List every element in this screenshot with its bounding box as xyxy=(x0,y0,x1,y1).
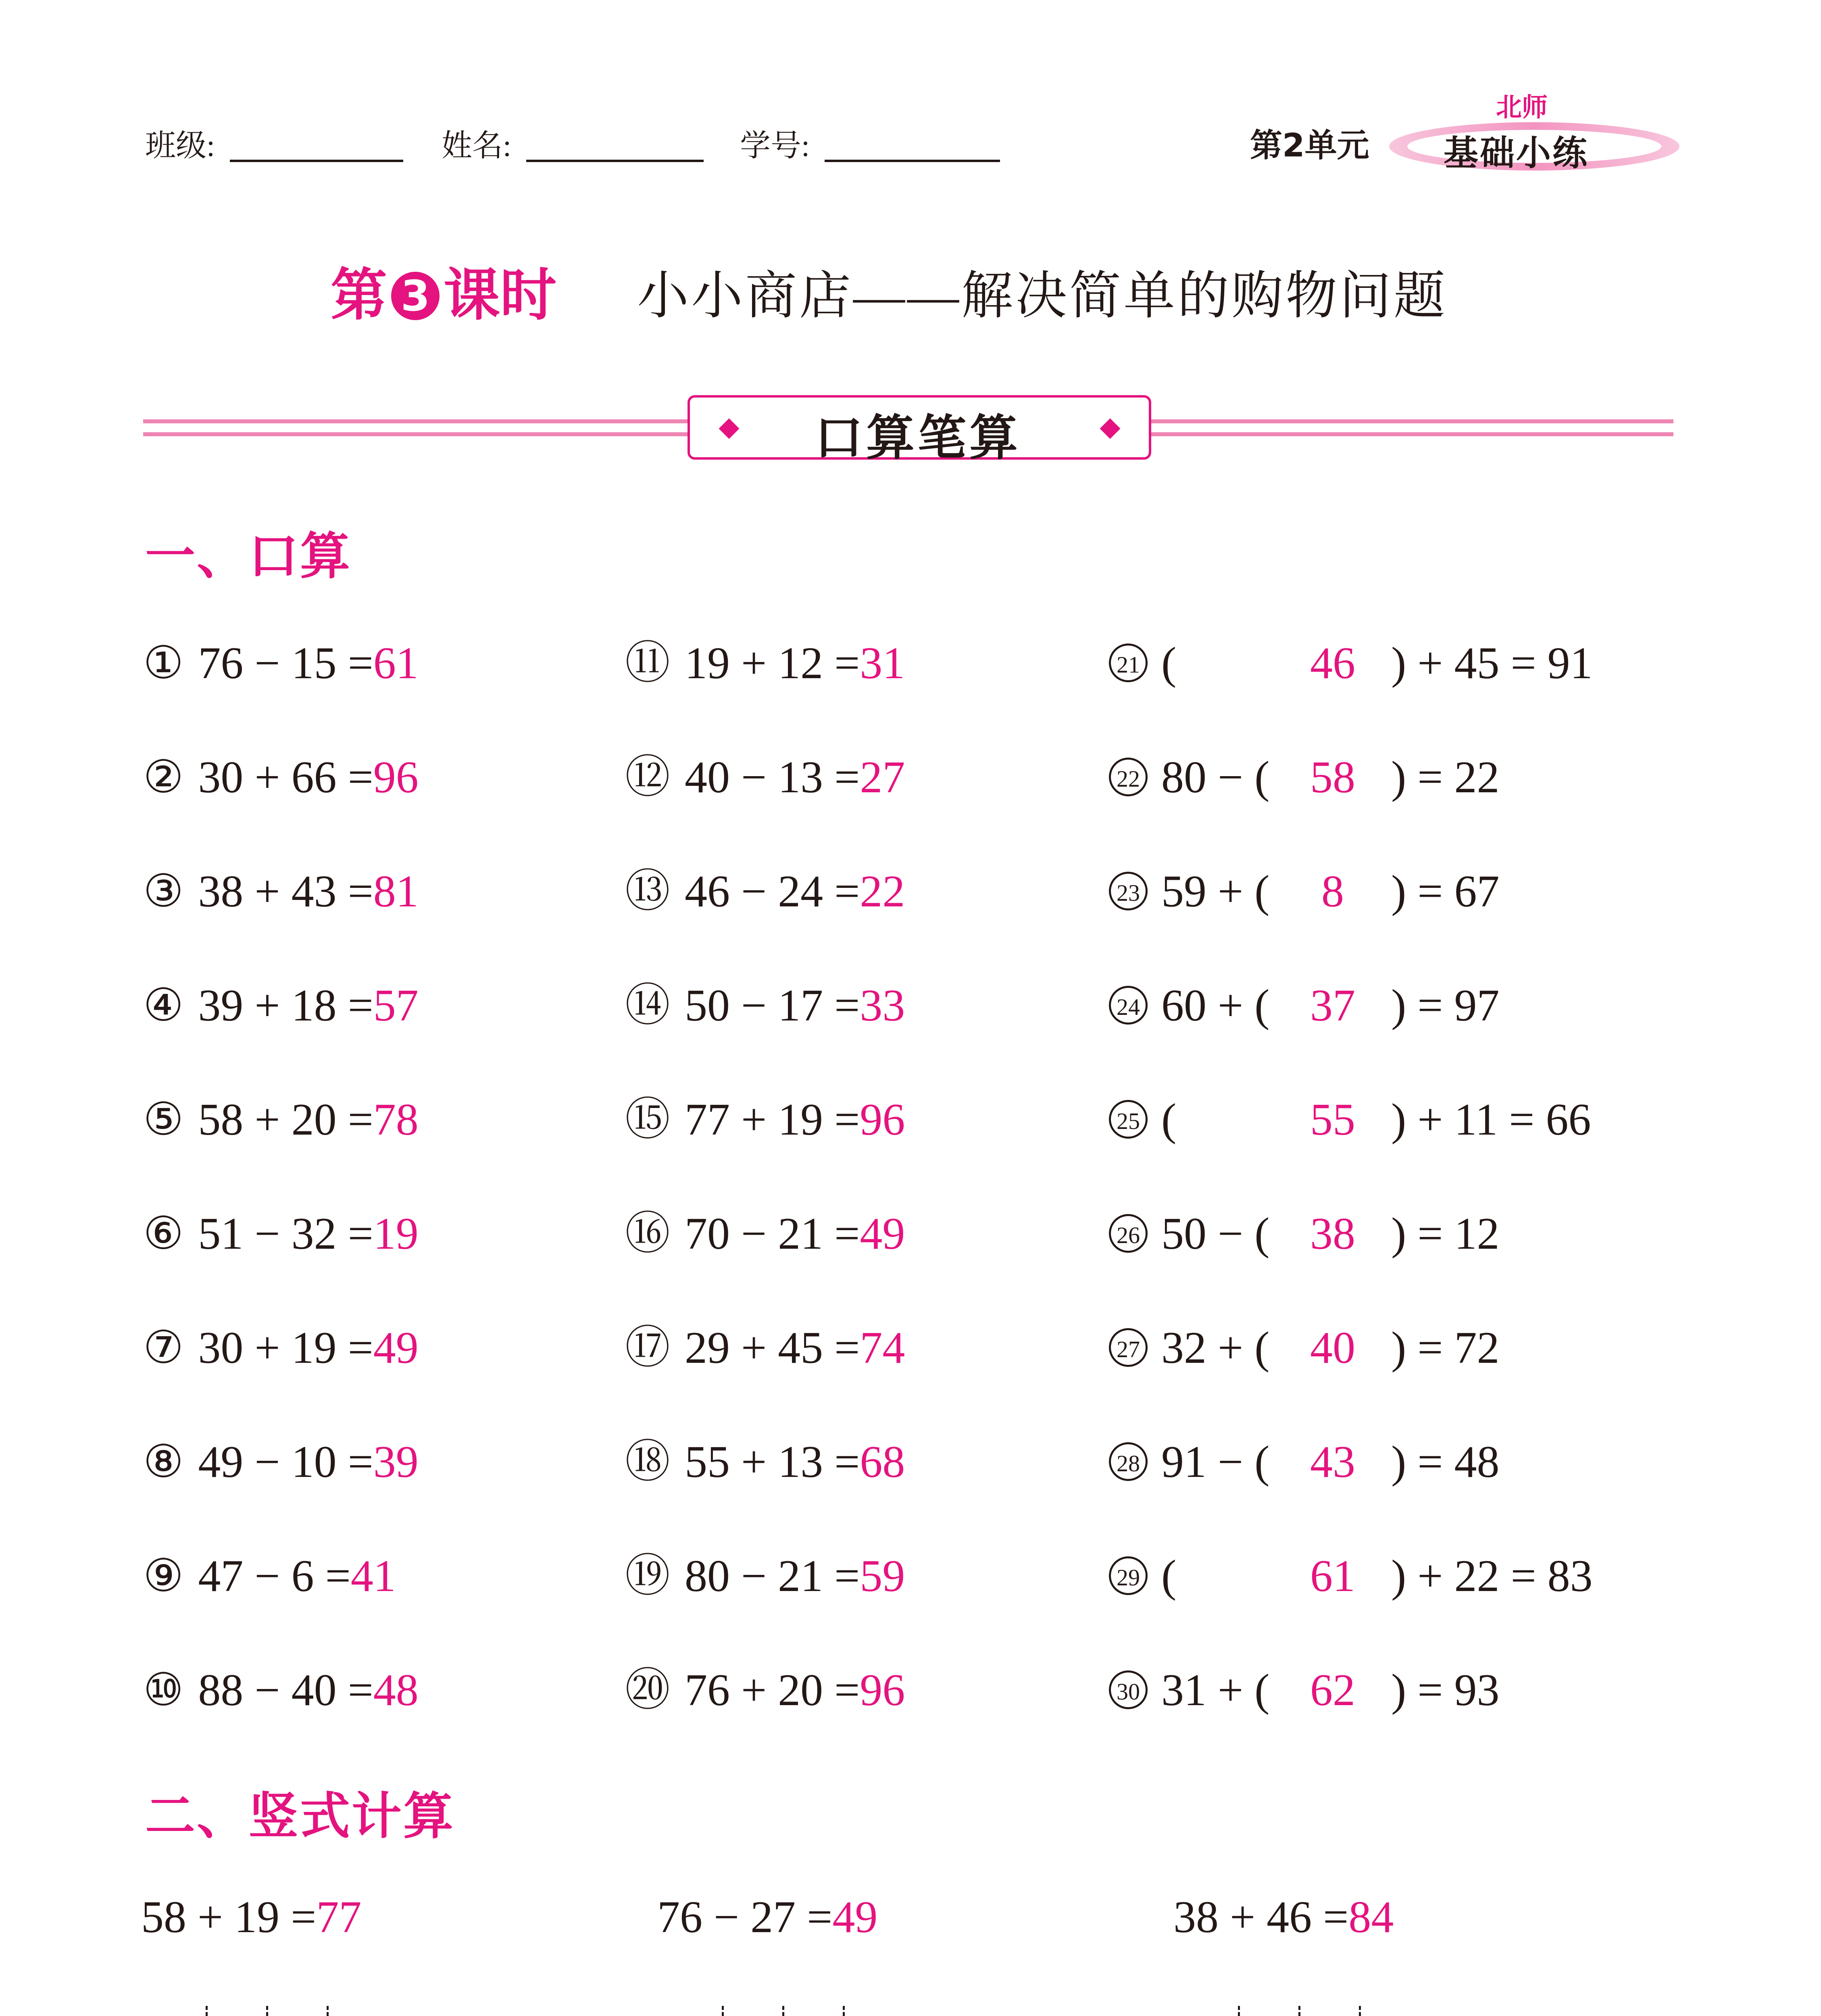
problem-number: ② xyxy=(143,752,184,802)
problem-number: ④ xyxy=(143,981,184,1031)
problem-expression: 39 + 18 = xyxy=(198,981,373,1031)
problem-expression: 40 − 13 = xyxy=(685,752,860,802)
problem-expression-right: ) = 93 xyxy=(1391,1665,1500,1715)
problem-row xyxy=(625,1206,905,1262)
vertical-problem-expression: 58 + 19 =77 xyxy=(141,1892,362,1942)
answer[interactable]: 96 xyxy=(373,752,419,802)
problem-number: ⑪ xyxy=(625,638,670,688)
problem-expression-left: 31 + ( xyxy=(1161,1665,1270,1715)
vertical-calc-grid xyxy=(141,2006,367,2016)
class-label: 班级: xyxy=(145,129,215,163)
banner-text: 口算笔算 xyxy=(815,410,1021,466)
answer[interactable]: 49 xyxy=(860,1209,905,1259)
problem-row xyxy=(625,1548,905,1604)
problem-expression: 30 + 66 = xyxy=(198,752,373,802)
answer-blank[interactable]: 55 xyxy=(1310,1095,1355,1145)
problem-expression: 80 − 21 = xyxy=(685,1551,860,1601)
problem-row xyxy=(143,1206,419,1262)
problem-number: ⑧ xyxy=(143,1437,184,1487)
problem-expression-left: ( xyxy=(1161,638,1177,688)
problem-expression-left: ( xyxy=(1161,1551,1177,1601)
lesson-number: 第 3 课时 xyxy=(331,262,557,328)
answer-blank[interactable]: 37 xyxy=(1310,981,1355,1031)
answer[interactable]: 77 xyxy=(316,1892,362,1942)
page-title: 小小商店——解决简单的购物问题 xyxy=(637,267,1448,325)
vertical-problem-expression: 76 − 27 =49 xyxy=(657,1892,878,1942)
problem-expression-right: ) = 12 xyxy=(1391,1209,1500,1259)
problem-number: ⑦ xyxy=(143,1323,184,1373)
problem-expression-left: 91 − ( xyxy=(1161,1437,1270,1487)
problem-row xyxy=(143,1320,419,1376)
answer-blank[interactable]: 43 xyxy=(1310,1437,1355,1487)
answer[interactable]: 68 xyxy=(860,1437,905,1487)
problem-expression: 38 + 43 = xyxy=(198,866,373,916)
answer[interactable]: 96 xyxy=(860,1665,905,1715)
problem-number: ⑰ xyxy=(625,1323,670,1373)
problem-row xyxy=(1109,977,1499,1034)
problem-expression-right: ) = 72 xyxy=(1391,1323,1500,1373)
problem-expression: 58 + 20 = xyxy=(198,1095,373,1145)
problem-row xyxy=(143,635,419,691)
problem-number: ⑩ xyxy=(143,1665,184,1715)
problem-expression-left: 32 + ( xyxy=(1161,1323,1270,1373)
problem-number: ① xyxy=(143,638,184,688)
problem-number: ⑬ xyxy=(625,866,670,916)
problem-expression: 77 + 19 = xyxy=(685,1095,860,1145)
grid-dashed-line xyxy=(722,2006,724,2016)
lesson-number-circle: 3 xyxy=(391,272,440,320)
problem-row xyxy=(625,1434,905,1490)
problem-number: 24 xyxy=(1109,986,1148,1025)
problem-row xyxy=(625,1091,905,1148)
problem-expression: 55 + 13 = xyxy=(685,1437,860,1487)
problem-row xyxy=(625,863,905,920)
problem-row xyxy=(1109,1434,1499,1490)
answer[interactable]: 57 xyxy=(373,981,419,1031)
problem-number: 25 xyxy=(1109,1100,1148,1139)
problem-expression: 76 + 20 = xyxy=(685,1665,860,1715)
grid-dashed-line xyxy=(327,2006,329,2016)
answer[interactable]: 39 xyxy=(373,1437,419,1487)
banner-stripe-left xyxy=(143,419,688,423)
problem-number: 30 xyxy=(1109,1670,1148,1709)
problem-row xyxy=(143,977,419,1034)
answer-blank[interactable]: 61 xyxy=(1310,1551,1355,1601)
problem-number: ⑱ xyxy=(625,1437,670,1487)
banner-stripe-right xyxy=(1151,419,1673,423)
problem-number: ⑮ xyxy=(625,1095,670,1145)
answer-blank[interactable]: 40 xyxy=(1310,1323,1355,1373)
problem-number: ⑥ xyxy=(143,1209,184,1259)
problem-expression-left: 50 − ( xyxy=(1161,1209,1270,1259)
section1-title: 一、口算 xyxy=(145,527,352,585)
problem-expression-right: ) + 11 = 66 xyxy=(1391,1095,1591,1145)
answer[interactable]: 74 xyxy=(860,1323,905,1373)
brand-main: 基础小练 xyxy=(1444,133,1589,173)
answer[interactable]: 61 xyxy=(373,638,419,688)
problem-number: ⑯ xyxy=(625,1209,670,1259)
answer-blank[interactable]: 46 xyxy=(1310,638,1355,688)
problem-expression: 50 − 17 = xyxy=(685,981,860,1031)
answer[interactable]: 59 xyxy=(860,1551,905,1601)
problem-row xyxy=(625,1320,905,1376)
grid-dashed-line xyxy=(206,2006,208,2016)
problem-expression-left: ( xyxy=(1161,1095,1177,1145)
problem-number: ⑳ xyxy=(625,1665,670,1715)
problem-expression: 70 − 21 = xyxy=(685,1209,860,1259)
answer[interactable]: 31 xyxy=(860,638,905,688)
problem-number: 22 xyxy=(1109,758,1148,796)
grid-dashed-line xyxy=(782,2006,784,2016)
problem-expression: 46 − 24 = xyxy=(685,866,860,916)
problem-row xyxy=(1109,863,1499,920)
problem-row xyxy=(625,977,905,1034)
problem-expression-left: 59 + ( xyxy=(1161,866,1270,916)
answer-blank[interactable]: 58 xyxy=(1310,752,1355,802)
problem-number: 23 xyxy=(1109,872,1148,910)
problem-expression-right: ) + 45 = 91 xyxy=(1391,638,1593,688)
grid-dashed-line xyxy=(1298,2006,1300,2016)
problem-row xyxy=(1109,635,1593,691)
problem-number: ⑤ xyxy=(143,1095,184,1145)
section2-title: 二、竖式计算 xyxy=(145,1787,455,1845)
name-label: 姓名: xyxy=(442,129,512,163)
problem-number: ③ xyxy=(143,866,184,916)
problem-number: ⑭ xyxy=(625,981,670,1031)
name-field[interactable] xyxy=(526,160,704,162)
answer[interactable]: 27 xyxy=(860,752,905,802)
problem-expression: 47 − 6 = xyxy=(198,1551,351,1601)
problem-row xyxy=(143,749,419,806)
problem-expression-left: 80 − ( xyxy=(1161,752,1270,802)
problem-expression-left: 60 + ( xyxy=(1161,981,1270,1031)
problem-row xyxy=(1109,1548,1593,1604)
answer[interactable]: 49 xyxy=(832,1892,878,1942)
problem-number: 28 xyxy=(1109,1442,1148,1481)
problem-number: 29 xyxy=(1109,1556,1148,1595)
grid-dashed-line xyxy=(266,2006,268,2016)
problem-expression-right: ) = 48 xyxy=(1391,1437,1500,1487)
problem-expression: 49 − 10 = xyxy=(198,1437,373,1487)
class-field[interactable] xyxy=(230,160,403,162)
problem-expression: 29 + 45 = xyxy=(685,1323,860,1373)
problem-expression: 88 − 40 = xyxy=(198,1665,373,1715)
id-field[interactable] xyxy=(825,160,1000,162)
grid-dashed-line xyxy=(843,2006,845,2016)
answer-blank[interactable]: 62 xyxy=(1310,1665,1355,1715)
problem-row xyxy=(143,1548,396,1604)
problem-row xyxy=(625,749,905,806)
problem-number: ⑲ xyxy=(625,1551,670,1601)
problem-row xyxy=(1109,1206,1499,1262)
problem-expression-right: ) + 22 = 83 xyxy=(1391,1551,1593,1601)
problem-number: 27 xyxy=(1109,1328,1148,1367)
answer[interactable]: 22 xyxy=(860,866,905,916)
answer[interactable]: 41 xyxy=(350,1551,396,1601)
answer-blank[interactable]: 38 xyxy=(1310,1209,1355,1259)
problem-expression: 76 − 15 = xyxy=(198,638,373,688)
answer[interactable]: 33 xyxy=(860,981,905,1031)
problem-row xyxy=(625,635,905,691)
problem-number: ⑫ xyxy=(625,752,670,802)
answer[interactable]: 96 xyxy=(860,1095,905,1145)
problem-row xyxy=(1109,749,1499,806)
problem-expression-right: ) = 67 xyxy=(1391,866,1500,916)
problem-row xyxy=(143,863,419,920)
problem-number: 26 xyxy=(1109,1214,1148,1253)
problem-row xyxy=(1109,1662,1499,1718)
answer[interactable]: 78 xyxy=(373,1095,419,1145)
answer[interactable]: 19 xyxy=(373,1209,419,1259)
id-label: 学号: xyxy=(740,129,810,163)
answer[interactable]: 81 xyxy=(373,866,419,916)
problem-row xyxy=(143,1662,419,1718)
problem-row xyxy=(625,1662,905,1718)
unit-label: 第2单元 xyxy=(1250,127,1369,164)
problem-number: ⑨ xyxy=(143,1551,184,1601)
vertical-calc-grid xyxy=(1173,2006,1399,2016)
grid-dashed-line xyxy=(1359,2006,1361,2016)
vertical-problem-expression: 38 + 46 =84 xyxy=(1173,1892,1394,1942)
answer[interactable]: 49 xyxy=(373,1323,419,1373)
brand-sub: 北师 xyxy=(1496,93,1548,123)
problem-row xyxy=(1109,1091,1591,1148)
grid-dashed-line xyxy=(1238,2006,1240,2016)
problem-number: 21 xyxy=(1109,644,1148,682)
problem-row xyxy=(143,1434,419,1490)
problem-expression: 51 − 32 = xyxy=(198,1209,373,1259)
answer[interactable]: 48 xyxy=(373,1665,419,1715)
problem-expression-right: ) = 22 xyxy=(1391,752,1500,802)
answer-blank[interactable]: 8 xyxy=(1321,866,1344,916)
problem-expression: 30 + 19 = xyxy=(198,1323,373,1373)
problem-row xyxy=(1109,1320,1499,1376)
answer[interactable]: 84 xyxy=(1348,1892,1394,1942)
problem-row xyxy=(143,1091,419,1148)
vertical-calc-grid xyxy=(657,2006,883,2016)
problem-expression-right: ) = 97 xyxy=(1391,981,1500,1031)
problem-expression: 19 + 12 = xyxy=(685,638,860,688)
